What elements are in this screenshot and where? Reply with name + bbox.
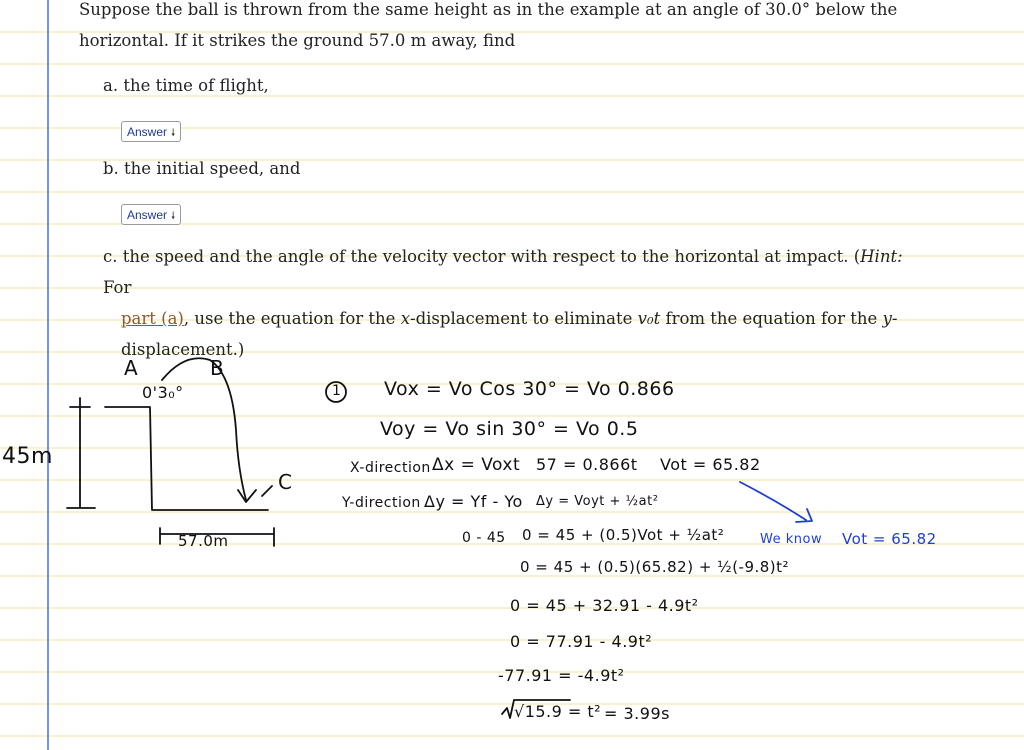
part-c-mid: , use the equation for the — [183, 309, 401, 328]
we-know-value: Vot = 65.82 — [842, 530, 937, 548]
answer-a-label: Answer — [127, 125, 168, 139]
work-line-4a: Δy = Yf - Yo — [424, 492, 523, 511]
down-arrow-icon: 🠗 — [171, 128, 176, 139]
down-arrow-icon: 🠗 — [171, 211, 176, 222]
work-line-3a: Δx = Voxt — [432, 455, 521, 475]
x-var: x — [400, 309, 410, 328]
y-direction-label: Y-direction — [342, 495, 421, 511]
work-line-3c: Vot = 65.82 — [660, 455, 761, 474]
part-c-prefix: c. the speed and the angle of the velocity vector with respect to the horizontal at impact. ( — [103, 247, 861, 266]
v0t-var: v₀t — [637, 309, 661, 328]
work-line-1: Vox = Vo Cos 30° = Vo 0.866 — [384, 378, 675, 400]
sketch-height: 45m — [2, 444, 53, 469]
work-line-7: 0 = 45 + 32.91 - 4.9t² — [510, 596, 699, 615]
part-c-mid2: -displacement to eliminate — [410, 309, 638, 328]
answer-b-label: Answer — [127, 208, 168, 222]
part-a-link[interactable]: part (a) — [121, 309, 184, 328]
sketch-label-c: C — [278, 470, 293, 494]
problem-line-1: Suppose the ball is thrown from the same height as in the example at an angle of 30.0° below the — [79, 0, 898, 19]
work-line-10b: = 3.99s — [604, 704, 670, 723]
step-marker: 1 — [332, 383, 342, 399]
part-a-label: a. the time of flight, — [103, 76, 269, 95]
problem-line-2: horizontal. If it strikes the ground 57.0 m away, find — [79, 31, 516, 50]
x-direction-label: X-direction — [350, 460, 431, 476]
part-b-label: b. the initial speed, and — [103, 159, 301, 178]
work-line-9: -77.91 = -4.9t² — [498, 666, 625, 685]
y-var: y — [882, 309, 892, 328]
sketch-label-a: A — [124, 356, 139, 380]
part-c-end2: displacement.) — [121, 340, 245, 359]
sketch-angle: 0'3₀° — [142, 383, 184, 402]
part-c-mid3: from the equation for the — [660, 309, 883, 328]
sketch-label-b: B — [210, 356, 225, 380]
work-line-5a: 0 - 45 — [462, 530, 506, 546]
part-c-end1: - — [891, 309, 898, 328]
work-line-5b: 0 = 45 + (0.5)Vot + ½at² — [522, 526, 725, 544]
work-line-10a: √15.9 = t² — [514, 702, 602, 721]
work-line-6: 0 = 45 + (0.5)(65.82) + ½(-9.8)t² — [520, 558, 790, 576]
work-line-8: 0 = 77.91 - 4.9t² — [510, 632, 653, 651]
work-line-3b: 57 = 0.866t — [536, 455, 638, 474]
work-line-2: Voy = Vo sin 30° = Vo 0.5 — [380, 418, 639, 440]
part-c-after-hint: For — [103, 278, 132, 297]
we-know-label: We know — [760, 532, 823, 547]
work-line-4b: Δy = Voyt + ½at² — [536, 494, 659, 509]
sketch-distance: 57.0m — [178, 532, 229, 550]
hint-word: Hint: — [860, 247, 903, 266]
